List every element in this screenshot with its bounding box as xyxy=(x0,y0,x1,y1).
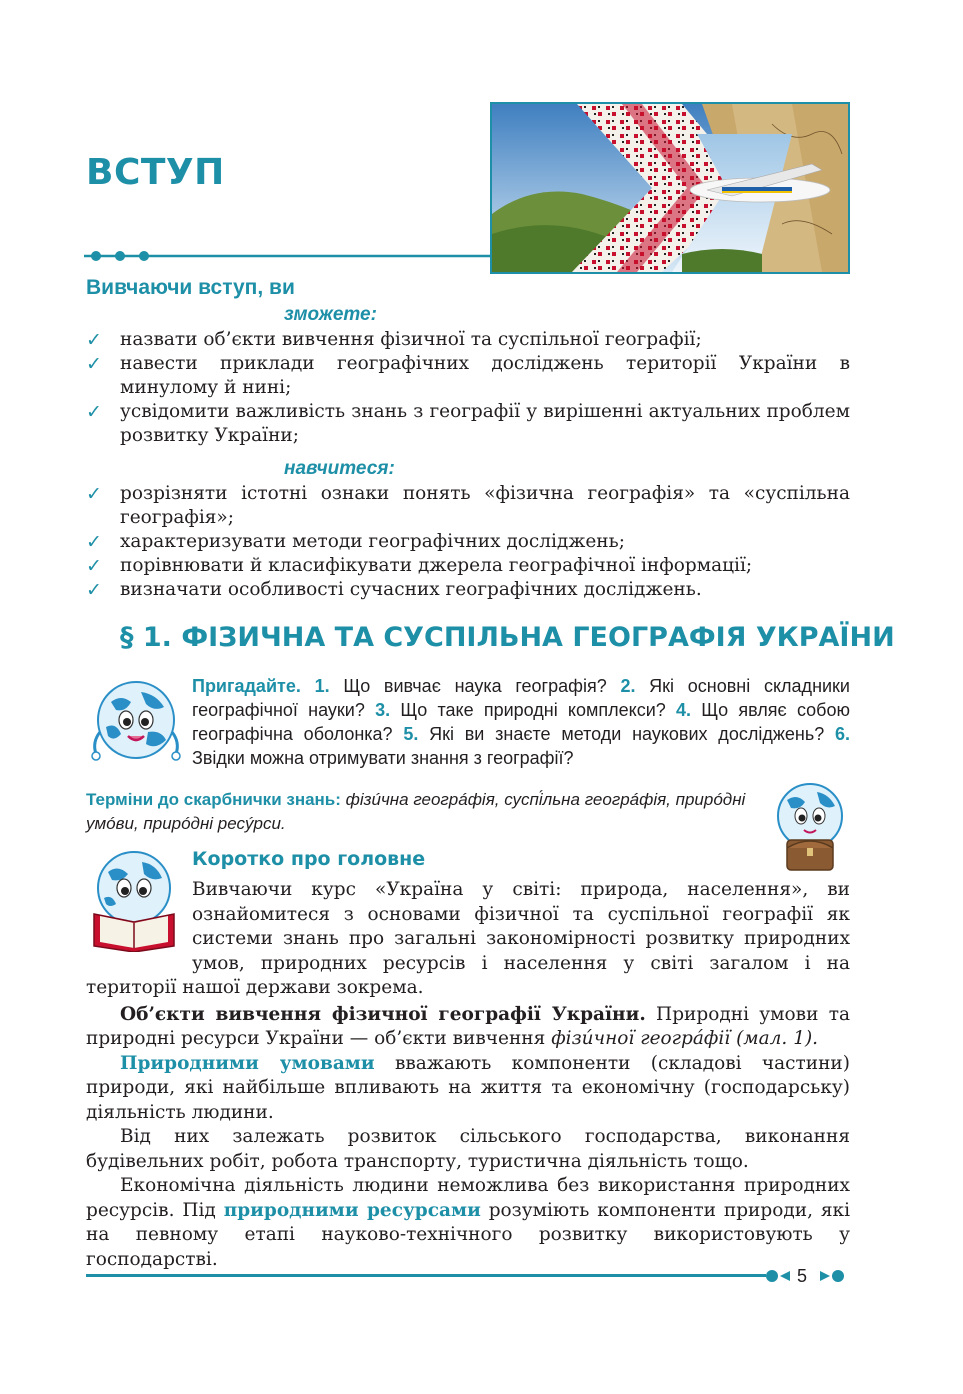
section-title: § 1. ФІЗИЧНА ТА СУСПІЛЬНА ГЕОГРАФІЯ УКРАЇНИ xyxy=(120,622,895,653)
paragraph: Вивчаючи курс «Україна у світі: природа, населення», ви ознайомитеся з основами фізичної та суспільної географії як системи знань про загальні закономірності розвитку природних умов, природних ресурсів і населення у світі загалом і на території нашої держави зокрема. xyxy=(86,879,850,998)
terms-block: Терміни до скарбнички знань: фізúчна геогрáфія, суспі́льна геогрáфія, прирóдні умóви, прирóдні ресýрси. xyxy=(86,790,746,833)
paragraph: Економічна діяльність людини неможлива без використання природних ресурсів. Під природними ресурсами розуміють компоненти природи, які на певному етапі науково-технічного розвитку використовують у господарстві. xyxy=(86,1175,851,1270)
list-item: ✓ характеризувати методи географічних досліджень; xyxy=(86,531,625,553)
brief-heading: Коротко про головне xyxy=(192,848,426,870)
list-item: ✓ порівнювати й класифікувати джерела географічної інформації; xyxy=(86,555,753,577)
learn-label: навчитеся: xyxy=(284,458,395,479)
footer-ornament-right-icon xyxy=(818,1268,852,1284)
paragraph: Від них залежать розвиток сільського господарства, виконання будівельних робіт, робота транспорту, туристична діяльність тощо. xyxy=(86,1126,850,1172)
paragraph: Об’єкти вивчення фізичної географії України. Природні умови та природні ресурси України — об’єкти вивчення фізúчної геогрáфії (мал. 1). xyxy=(86,1003,850,1049)
footer-ornament-left-icon xyxy=(760,1268,794,1284)
page-number: 5 xyxy=(797,1266,808,1286)
can-list xyxy=(86,328,850,448)
recall-questions: Пригадайте. 1. Що вивчає наука географія? 2. Які основні складники географічної науки? 3. Що таке природні комплекси? 4. Що являє собою географічна оболонка? 5. Які ви знаєте методи наукових досліджень? 6. Звідки можна отримувати знання з географії? xyxy=(192,676,850,768)
learn-list xyxy=(86,482,850,602)
chapter-title: ВСТУП xyxy=(86,152,225,193)
list-item: ✓ назвати об’єкти вивчення фізичної та суспільної географії; xyxy=(86,329,702,351)
title-ornament xyxy=(84,246,494,266)
list-item: ✓ усвідомити важливість знань з географії у вирішенні актуальних проблем розвитку України; xyxy=(86,401,850,446)
check-icon: ✓ xyxy=(86,353,102,375)
check-icon: ✓ xyxy=(86,483,102,505)
can-label: зможете: xyxy=(284,304,377,325)
check-icon: ✓ xyxy=(86,555,102,577)
main-body xyxy=(86,878,850,1272)
footer-line xyxy=(86,1274,766,1277)
check-icon: ✓ xyxy=(86,329,102,351)
check-icon: ✓ xyxy=(86,579,102,601)
list-item: ✓ визначати особливості сучасних географічних досліджень. xyxy=(86,579,702,601)
globe-mascot-icon xyxy=(86,672,186,772)
hero-collage-image xyxy=(490,102,850,274)
treasure-chest-icon xyxy=(765,778,855,874)
list-item: ✓ розрізняти істотні ознаки понять «фізична географія» та «суспільна географія»; xyxy=(86,483,850,528)
list-item: ✓ навести приклади географічних досліджень території України в минулому й нині; xyxy=(86,353,850,398)
intro-heading: Вивчаючи вступ, ви xyxy=(86,276,295,299)
paragraph: Природними умовами вважають компоненти (складові частини) природи, які найбільше впливають на життя та економічну (господарську) діяльність людини. xyxy=(86,1052,850,1123)
check-icon: ✓ xyxy=(86,531,102,553)
check-icon: ✓ xyxy=(86,401,102,423)
